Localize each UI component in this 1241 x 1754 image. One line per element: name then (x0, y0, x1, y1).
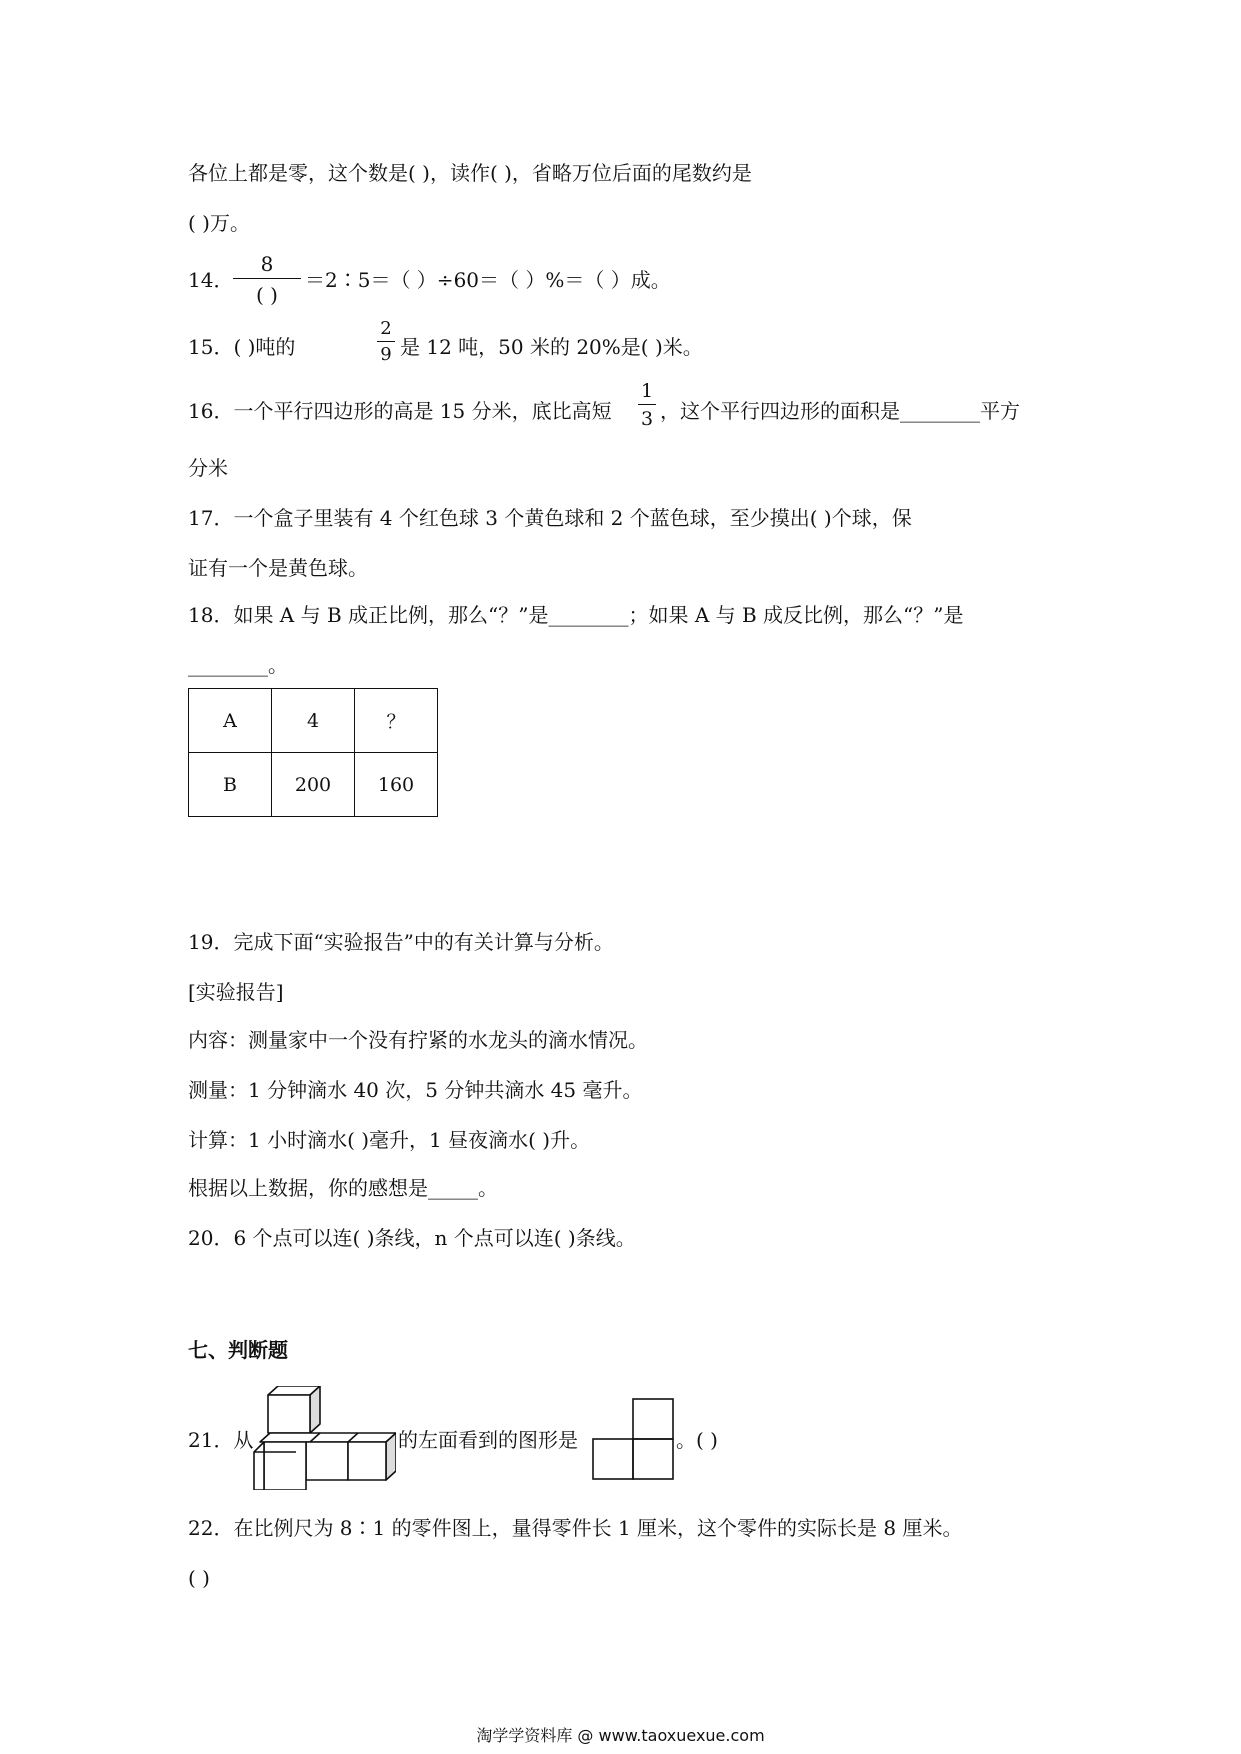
square-cell (633, 1399, 673, 1439)
cube-front-face (268, 1395, 310, 1433)
q16-fraction-numerator: 1 (640, 380, 654, 402)
q17-line-2: 证有一个是黄色球。 (188, 556, 368, 580)
cube-front-face (306, 1442, 348, 1480)
q22-line-1: 22．在比例尺为 8∶1 的零件图上，量得零件长 1 厘米，这个零件的实际长是 8 厘米。 (188, 1516, 963, 1540)
q22-line-2: ( ) (188, 1566, 210, 1590)
q16-line-2: 分米 (188, 456, 228, 480)
q15-fraction-numerator: 2 (380, 318, 392, 339)
cube-front-face (348, 1442, 386, 1480)
q19-line: 19．完成下面“实验报告”中的有关计算与分析。 (188, 930, 614, 954)
footer-watermark: 淘学学资料库 @ www.taoxuexue.com (476, 1726, 765, 1745)
table-cell: ？ (355, 689, 438, 753)
q14-fraction (233, 254, 301, 274)
q15-fraction-denominator: 9 (380, 344, 392, 365)
cube-row-top-face (260, 1433, 396, 1442)
q14-fraction-denominator-wrap (233, 285, 301, 305)
q14-label: 14． (188, 268, 234, 292)
table-cell: 4 (272, 689, 355, 753)
table-row (189, 753, 438, 817)
cube-stack-figure (250, 1386, 396, 1490)
report-heading: [实验报告] (188, 980, 284, 1004)
q21-part-3: 。( ) (676, 1428, 718, 1452)
cube-front-face (264, 1442, 306, 1490)
cube-row-side-face (386, 1433, 396, 1480)
q21-part-2: 的左面看到的图形是 (398, 1428, 578, 1452)
table-cell: 200 (272, 753, 355, 817)
q15-part-2: 是 12 吨，50 米的 20%是( )米。 (400, 335, 703, 359)
square-cell (633, 1439, 673, 1479)
report-measurement: 测量：1 分钟滴水 40 次，5 分钟共滴水 45 毫升。 (188, 1078, 643, 1102)
q16-fraction-denominator: 3 (640, 408, 654, 430)
q18-line-2: ________。 (188, 653, 288, 677)
q14-equation: ＝2∶5＝（ ）÷60＝（ ）%＝（ ）成。 (305, 268, 671, 292)
q16-part-2: ，这个平行四边形的面积是________平方 (660, 399, 1020, 423)
q17-line-1: 17．一个盒子里装有 4 个红色球 3 个黄色球和 2 个蓝色球，至少摸出( )个球，保 (188, 506, 912, 530)
table-cell: 160 (355, 753, 438, 817)
q15-fraction-bar (377, 341, 395, 342)
q14-fraction-numerator: 8 (260, 252, 274, 276)
ab-proportion-table (188, 688, 438, 817)
report-calculation: 计算：1 小时滴水( )毫升，1 昼夜滴水( )升。 (188, 1128, 591, 1152)
table-cell: B (189, 753, 272, 817)
q14-fraction-denominator: ( ) (256, 283, 278, 307)
table-cell: A (189, 689, 272, 753)
report-feeling: 根据以上数据，你的感想是_____。 (188, 1176, 498, 1200)
section-heading: 七、判断题 (188, 1338, 288, 1362)
q21-part-1: 21．从 (188, 1428, 254, 1452)
q16-part-1: 16．一个平行四边形的高是 15 分米，底比高短 (188, 399, 612, 423)
left-view-figure (592, 1398, 674, 1480)
q13-line-2: ( )万。 (188, 211, 250, 235)
q15-part-1: 15．( )吨的 (188, 335, 296, 359)
square-cell (593, 1439, 633, 1479)
q18-line-1: 18．如果 A 与 B 成正比例，那么“？”是________；如果 A 与 B 成反比例，那么“？”是 (188, 603, 964, 627)
q13-line-1: 各位上都是零，这个数是( )，读作( )，省略万位后面的尾数约是 (188, 161, 752, 185)
q14-fraction-bar (233, 278, 301, 279)
table-row (189, 689, 438, 753)
q16-fraction-bar (638, 404, 656, 405)
report-content: 内容：测量家中一个没有拧紧的水龙头的滴水情况。 (188, 1028, 648, 1052)
cube-side-face (310, 1386, 320, 1433)
q20-line: 20．6 个点可以连( )条线，n 个点可以连( )条线。 (188, 1226, 636, 1250)
